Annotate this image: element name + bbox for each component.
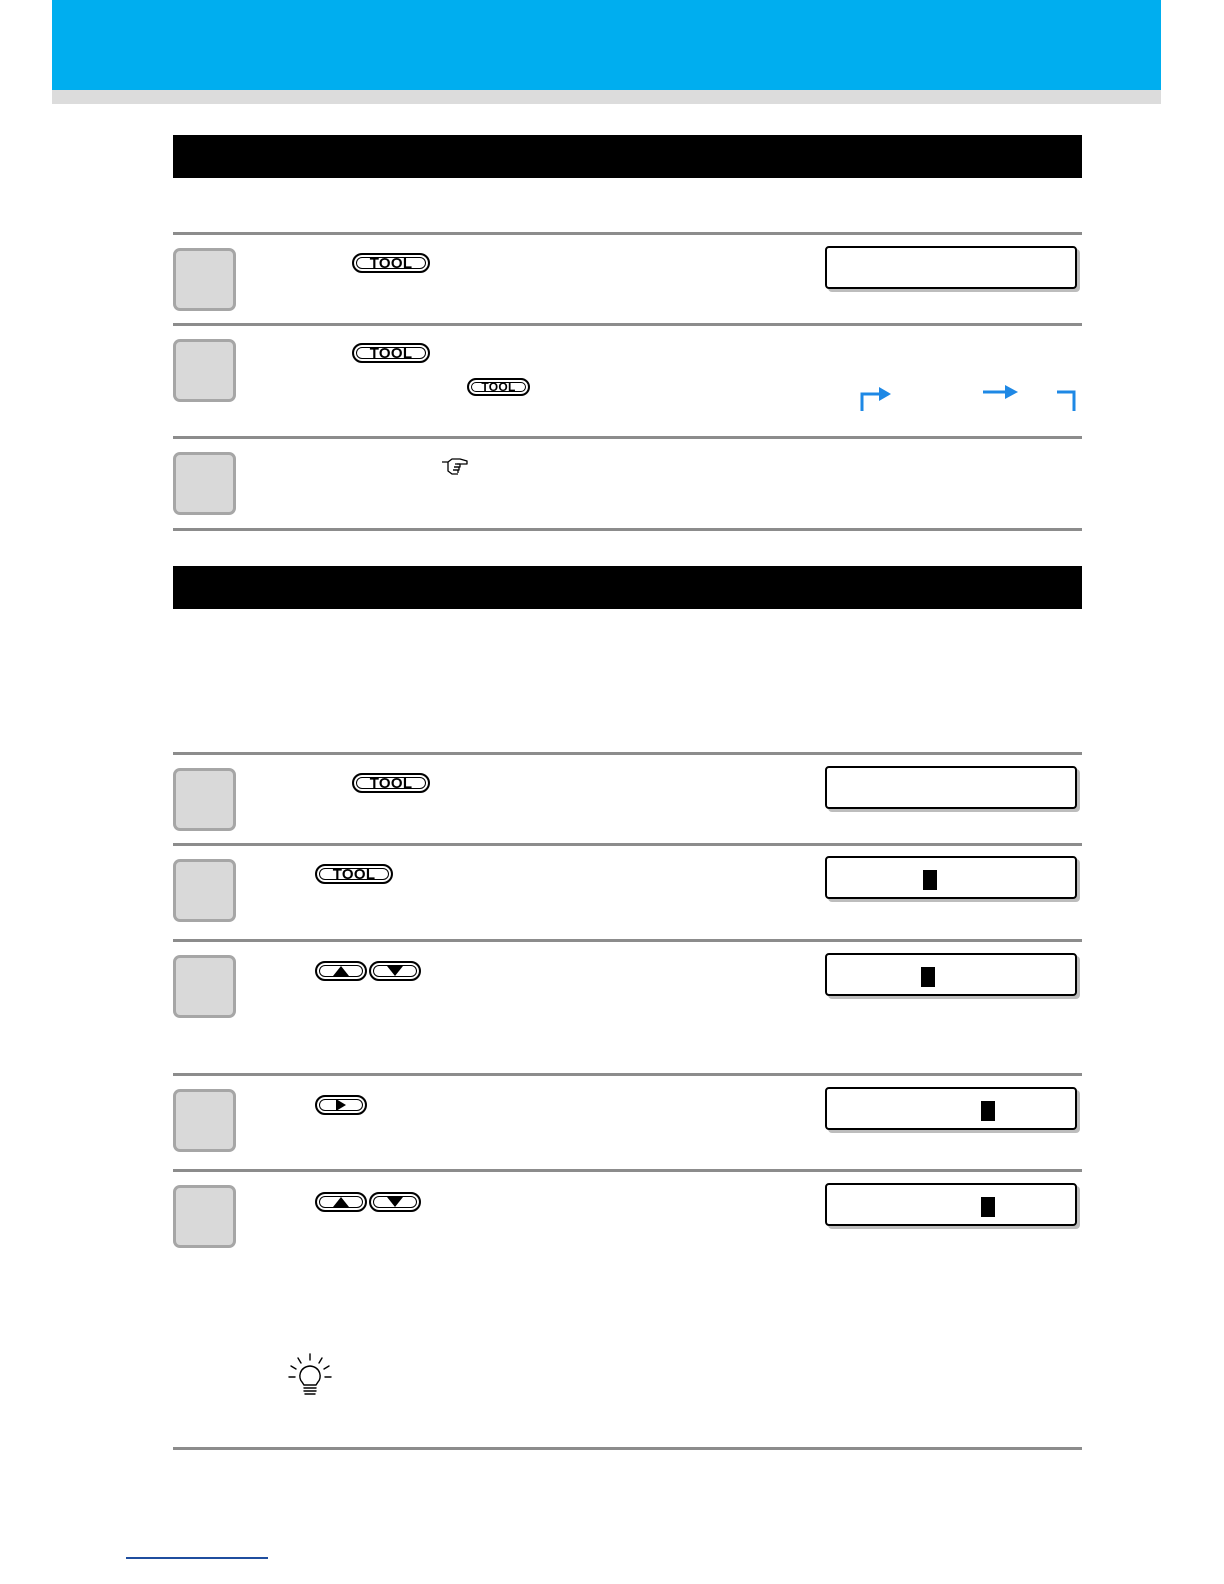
step-number-box <box>173 859 236 922</box>
down-arrow-icon <box>387 966 403 976</box>
step-number-box <box>173 768 236 831</box>
right-key[interactable] <box>315 1095 367 1115</box>
lightbulb-icon <box>287 1352 333 1398</box>
footer-link-underline[interactable] <box>126 1557 268 1559</box>
up-key[interactable] <box>315 961 367 981</box>
step-number-box <box>173 1089 236 1152</box>
header-band <box>52 0 1161 90</box>
lcd-display <box>825 1087 1077 1130</box>
flow-arrow-diagram <box>855 380 1081 416</box>
lcd-display <box>825 766 1077 809</box>
section-2-title-bar <box>173 566 1082 609</box>
step-number-box <box>173 248 236 311</box>
section-1-title-bar <box>173 135 1082 178</box>
lcd-display <box>825 856 1077 899</box>
tool-key[interactable]: TOOL <box>352 773 430 793</box>
tool-key[interactable]: TOOL <box>352 343 430 363</box>
step-number-box <box>173 1185 236 1248</box>
section-end-rule <box>173 1447 1082 1450</box>
flow-arrow-icon <box>862 392 1074 411</box>
pointing-hand-icon <box>440 456 470 476</box>
step-number-box <box>173 955 236 1018</box>
up-key[interactable] <box>315 1192 367 1212</box>
lcd-cursor <box>923 870 937 890</box>
step-divider <box>173 752 1082 755</box>
lcd-display <box>825 1183 1077 1226</box>
lcd-cursor <box>921 967 935 987</box>
step-divider <box>173 436 1082 439</box>
step-number-box <box>173 452 236 515</box>
up-arrow-icon <box>333 966 349 976</box>
lcd-display <box>825 246 1077 289</box>
down-key[interactable] <box>369 961 421 981</box>
step-divider <box>173 939 1082 942</box>
step-divider <box>173 232 1082 235</box>
step-divider <box>173 528 1082 531</box>
step-divider <box>173 323 1082 326</box>
tool-key[interactable]: TOOL <box>315 864 393 884</box>
step-number-box <box>173 339 236 402</box>
down-key[interactable] <box>369 1192 421 1212</box>
lcd-cursor <box>981 1101 995 1121</box>
tool-key-small[interactable]: TOOL <box>467 378 530 396</box>
up-arrow-icon <box>333 1197 349 1207</box>
step-divider <box>173 1073 1082 1076</box>
step-divider <box>173 1169 1082 1172</box>
lcd-display <box>825 953 1077 996</box>
step-divider <box>173 843 1082 846</box>
down-arrow-icon <box>387 1197 403 1207</box>
lcd-cursor <box>981 1197 995 1217</box>
tool-key[interactable]: TOOL <box>352 253 430 273</box>
right-arrow-icon <box>336 1099 346 1111</box>
header-shadow <box>52 90 1161 104</box>
